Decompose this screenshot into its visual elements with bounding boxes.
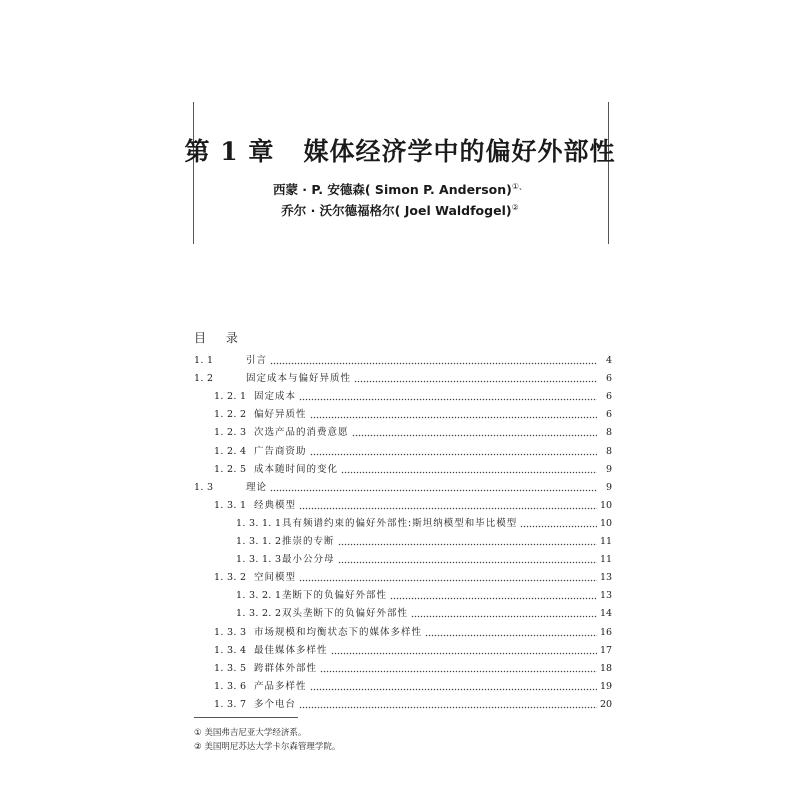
toc-entry-title: 理论 (246, 481, 268, 493)
footnote-divider (194, 717, 298, 718)
title-frame-left-rule (193, 102, 194, 244)
toc-entry-title: 推崇的专断 (282, 536, 335, 547)
toc-entry-number: 1. 3. 2. 1 (236, 590, 282, 602)
toc-entry (214, 624, 612, 642)
toc-entry-page: 6 (605, 409, 612, 421)
toc-entry-title: 次选产品的消费意愿 (254, 427, 349, 439)
toc-entry-number: 1. 2. 4 (214, 445, 247, 457)
title-frame-right-rule (608, 102, 609, 244)
toc-entry-page: 8 (605, 445, 612, 457)
toc-entry-number: 1. 2. 5 (214, 463, 247, 475)
toc-entry-page: 8 (605, 427, 612, 439)
toc-entry-title: 跨群体外部性 (254, 662, 318, 674)
toc-leader-dots (299, 388, 597, 406)
toc-entry-number: 1. 3. 1 (214, 499, 247, 511)
toc-entry (236, 587, 612, 605)
toc-entry (214, 461, 612, 479)
toc-entry-title: 成本随时间的变化 (254, 463, 339, 475)
toc-entry-page: 18 (600, 662, 613, 674)
toc-leader-dots (390, 587, 597, 605)
toc-entry-title: 经典模型 (254, 499, 297, 511)
toc-leader-dots (320, 660, 597, 678)
toc-entry-number: 1. 3. 3 (214, 626, 247, 638)
toc-entry-page: 13 (600, 572, 613, 584)
toc-entry-title: 具有频谱约束的偏好外部性:斯坦纳模型和毕比模型 (282, 517, 518, 529)
toc-entry-number: 1. 3. 1. 1 (236, 517, 282, 529)
toc-leader-dots (270, 352, 597, 370)
toc-entry-page: 11 (600, 554, 613, 566)
toc-leader-dots (270, 479, 597, 497)
toc-entry (214, 497, 612, 515)
toc-entry-number: 1. 3. 4 (214, 644, 247, 656)
toc-entry-page: 13 (600, 590, 613, 602)
author-line-1 (0, 180, 800, 198)
toc-entry (214, 678, 612, 696)
toc-leader-dots (411, 605, 597, 623)
toc-entry-number: 1. 2. 2 (214, 409, 247, 421)
toc-entry-title: 双头垄断下的负偏好外部性 (282, 608, 409, 620)
toc-leader-dots (338, 533, 597, 551)
toc-entry-number: 1. 2. 3 (214, 427, 247, 439)
toc-leader-dots (341, 461, 597, 479)
footnote-1: ① 美国弗吉尼亚大学经济系。 (194, 728, 307, 738)
toc-entry-page: 16 (600, 626, 613, 638)
toc-leader-dots (352, 424, 597, 442)
toc-entry-title: 偏好异质性 (254, 409, 307, 421)
toc-leader-dots (299, 569, 597, 587)
toc-entry-number: 1. 3. 6 (214, 680, 247, 692)
toc-entry-number: 1. 2. 1 (214, 391, 247, 403)
toc-entry-page: 17 (600, 644, 613, 656)
footnote-mark: ①、 (511, 181, 528, 191)
toc-entry-title: 引言 (246, 355, 268, 366)
toc-entry-page: 10 (600, 499, 613, 511)
footnote-mark: ② (511, 202, 519, 212)
toc-entry (214, 569, 612, 587)
toc-entry (236, 551, 612, 569)
toc-entry-page: 9 (605, 463, 612, 475)
toc-heading: 目 录 (194, 331, 246, 345)
toc-entry-page: 19 (600, 680, 613, 692)
toc-entry-title: 垄断下的负偏好外部性 (282, 590, 388, 602)
toc-entry (214, 388, 612, 406)
toc-entry (194, 352, 612, 370)
toc-entry-number: 1. 3. 7 (214, 698, 247, 710)
toc-entry-title: 产品多样性 (254, 680, 307, 692)
toc-entry-number: 1. 3. 1. 3 (236, 554, 282, 566)
toc-entry-page: 14 (600, 608, 613, 620)
toc-entry-title: 广告商资助 (254, 445, 307, 457)
toc-leader-dots (520, 515, 597, 533)
toc-leader-dots (310, 443, 597, 461)
toc-entry (236, 515, 612, 533)
toc-entry-page: 11 (600, 536, 613, 547)
toc-entry (214, 660, 612, 678)
toc-entry (214, 642, 612, 660)
toc-leader-dots (331, 642, 597, 660)
toc-entry-number: 1. 3. 2 (214, 572, 247, 584)
toc-entry (214, 696, 612, 714)
toc-entry (194, 479, 612, 497)
toc-entry (236, 533, 612, 551)
author-name: 乔尔 · 沃尔德福格尔( Joel Waldfogel) (281, 203, 512, 218)
toc-entry-page: 6 (605, 391, 612, 403)
toc-entry-number: 1. 1 (194, 355, 214, 366)
toc-entry (214, 424, 612, 442)
toc-entry-title: 最佳媒体多样性 (254, 644, 328, 656)
footnote-2: ② 美国明尼苏达大学卡尔森管理学院。 (194, 742, 341, 752)
toc-entry-number: 1. 3. 1. 2 (236, 536, 282, 547)
author-name: 西蒙 · P. 安德森( Simon P. Anderson) (272, 182, 512, 197)
toc-entry-title: 空间模型 (254, 572, 297, 584)
toc-entry-number: 1. 3. 2. 2 (236, 608, 282, 620)
toc-entry (236, 605, 612, 623)
toc-entry (214, 406, 612, 424)
toc-entry-page: 20 (600, 698, 613, 710)
toc-entry (214, 443, 612, 461)
toc-entry-title: 固定成本 (254, 391, 297, 403)
toc-entry-title: 固定成本与偏好异质性 (246, 373, 352, 385)
toc-entry-page: 10 (600, 517, 613, 529)
toc-entry-number: 1. 2 (194, 373, 214, 385)
toc-leader-dots (299, 497, 597, 515)
toc-entry-title: 多个电台 (254, 698, 297, 710)
toc-entry-page: 9 (605, 481, 612, 493)
chapter-title: 第 1 章 媒体经济学中的偏好外部性 (184, 137, 616, 166)
toc-leader-dots (299, 696, 597, 714)
toc-entry-page: 6 (605, 373, 612, 385)
toc-leader-dots (338, 551, 597, 569)
author-line-2 (0, 201, 800, 219)
toc-leader-dots (310, 678, 597, 696)
toc-entry-page: 4 (605, 355, 612, 366)
toc-entry-title: 最小公分母 (282, 554, 335, 566)
toc-leader-dots (310, 406, 597, 424)
toc-entry-number: 1. 3 (194, 481, 214, 493)
toc-entry-number: 1. 3. 5 (214, 662, 247, 674)
toc-entry-title: 市场规模和均衡状态下的媒体多样性 (254, 626, 423, 638)
toc-entry (194, 370, 612, 388)
toc-leader-dots (354, 370, 597, 388)
toc-leader-dots (425, 624, 597, 642)
